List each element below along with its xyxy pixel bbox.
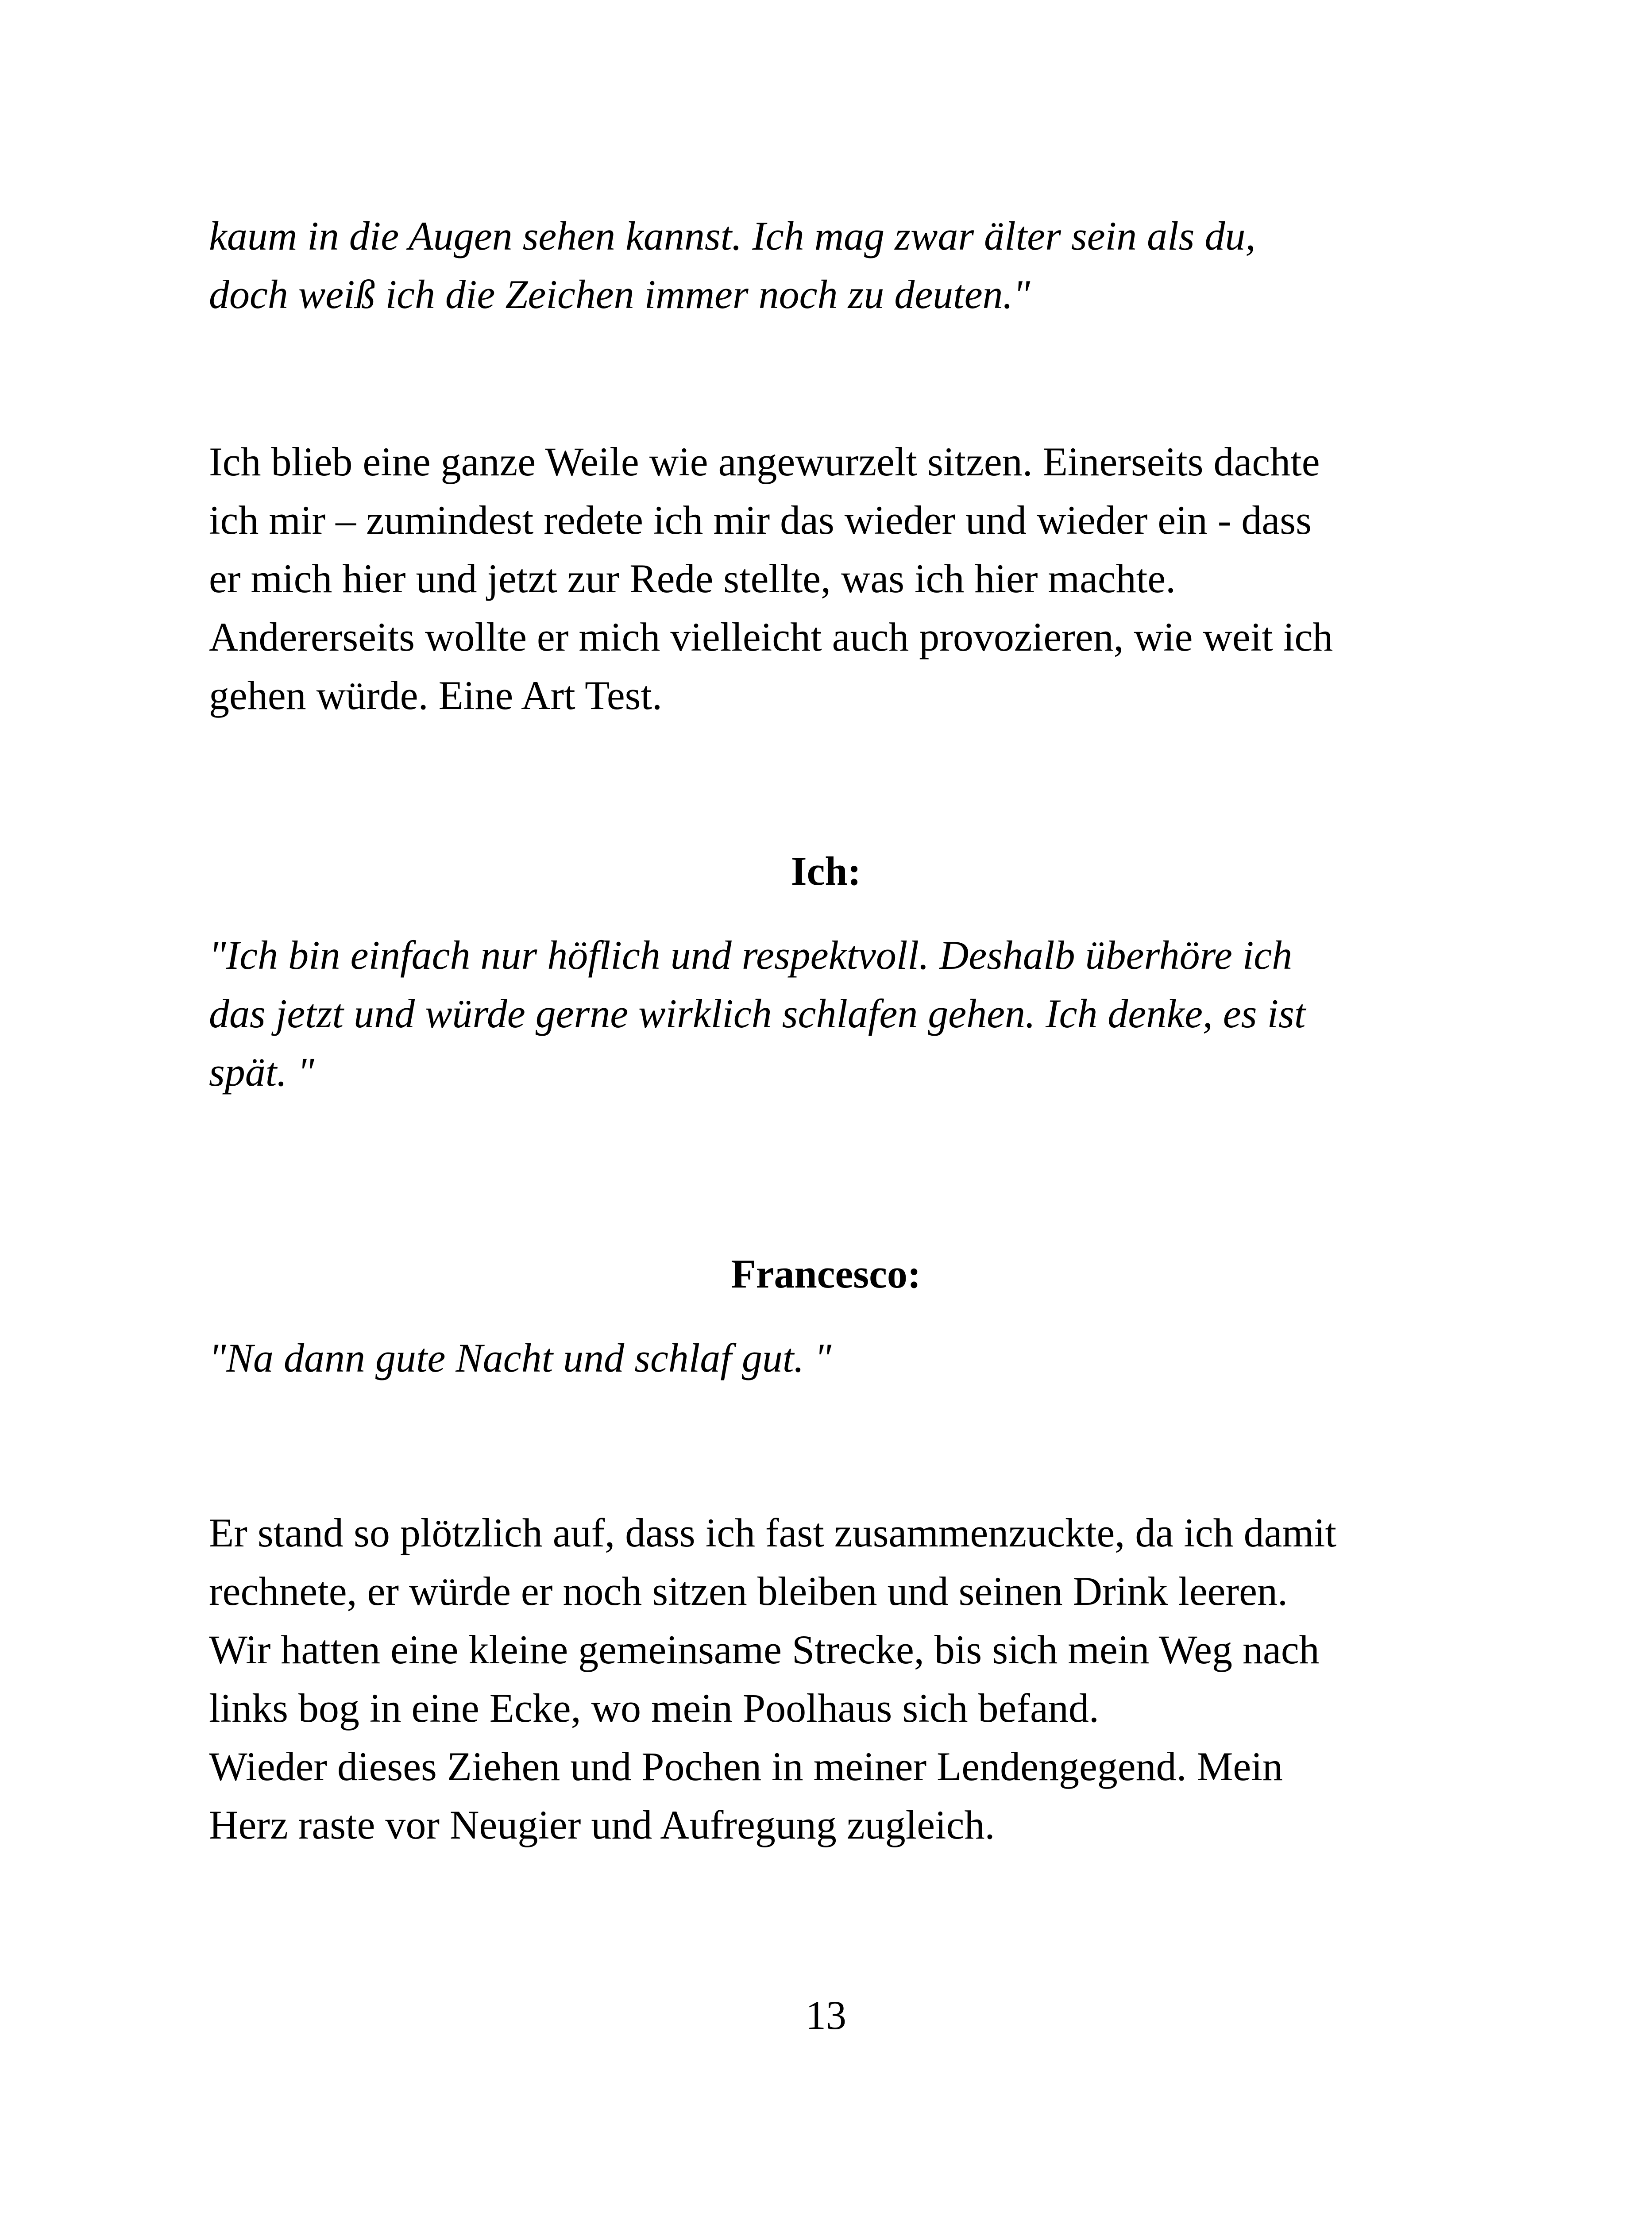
paragraph-1: [209, 432, 1484, 725]
text-line: "Na dann gute Nacht und schlaf gut. ": [209, 1335, 832, 1380]
text-line: er mich hier und jetzt zur Rede stellte, was ich hier machte.: [209, 556, 1176, 601]
text-line: links bog in eine Ecke, wo mein Poolhaus sich befand.: [209, 1685, 1099, 1731]
text-line: Andererseits wollte er mich vielleicht auch provozieren, wie weit ich: [209, 614, 1333, 659]
text-line: Herz raste vor Neugier und Aufregung zugleich.: [209, 1802, 995, 1847]
text-line: Wir hatten eine kleine gemeinsame Strecke, bis sich mein Weg nach: [209, 1627, 1320, 1672]
text-line: gehen würde. Eine Art Test.: [209, 673, 663, 718]
text-line: Er stand so plötzlich auf, dass ich fast zusammenzuckte, da ich damit: [209, 1510, 1337, 1555]
speaker-heading-francesco: Francesco:: [731, 1251, 921, 1296]
speaker-1-quote: [209, 926, 1484, 1101]
speaker-heading-ich: Ich:: [791, 848, 861, 894]
text-line: doch weiß ich die Zeichen immer noch zu deuten.": [209, 272, 1031, 317]
text-line: Ich blieb eine ganze Weile wie angewurzelt sitzen. Einerseits dachte: [209, 439, 1320, 484]
text-line: kaum in die Augen sehen kannst. Ich mag zwar älter sein als du,: [209, 213, 1256, 258]
text-line: ich mir – zumindest redete ich mir das wieder und wieder ein - dass: [209, 497, 1312, 543]
speaker-2-quote: [209, 1329, 1484, 1387]
text-line: Wieder dieses Ziehen und Pochen in meiner Lendengegend. Mein: [209, 1744, 1283, 1789]
paragraph-2: [209, 1504, 1484, 1854]
text-line: rechnete, er würde er noch sitzen bleiben und seinen Drink leeren.: [209, 1569, 1288, 1614]
intro-quote: [209, 207, 1484, 324]
page-number: 13: [806, 1993, 846, 2038]
text-line: spät. ": [209, 1049, 314, 1095]
text-line: "Ich bin einfach nur höflich und respektvoll. Deshalb überhöre ich: [209, 933, 1293, 978]
text-line: das jetzt und würde gerne wirklich schlafen gehen. Ich denke, es ist: [209, 991, 1306, 1036]
